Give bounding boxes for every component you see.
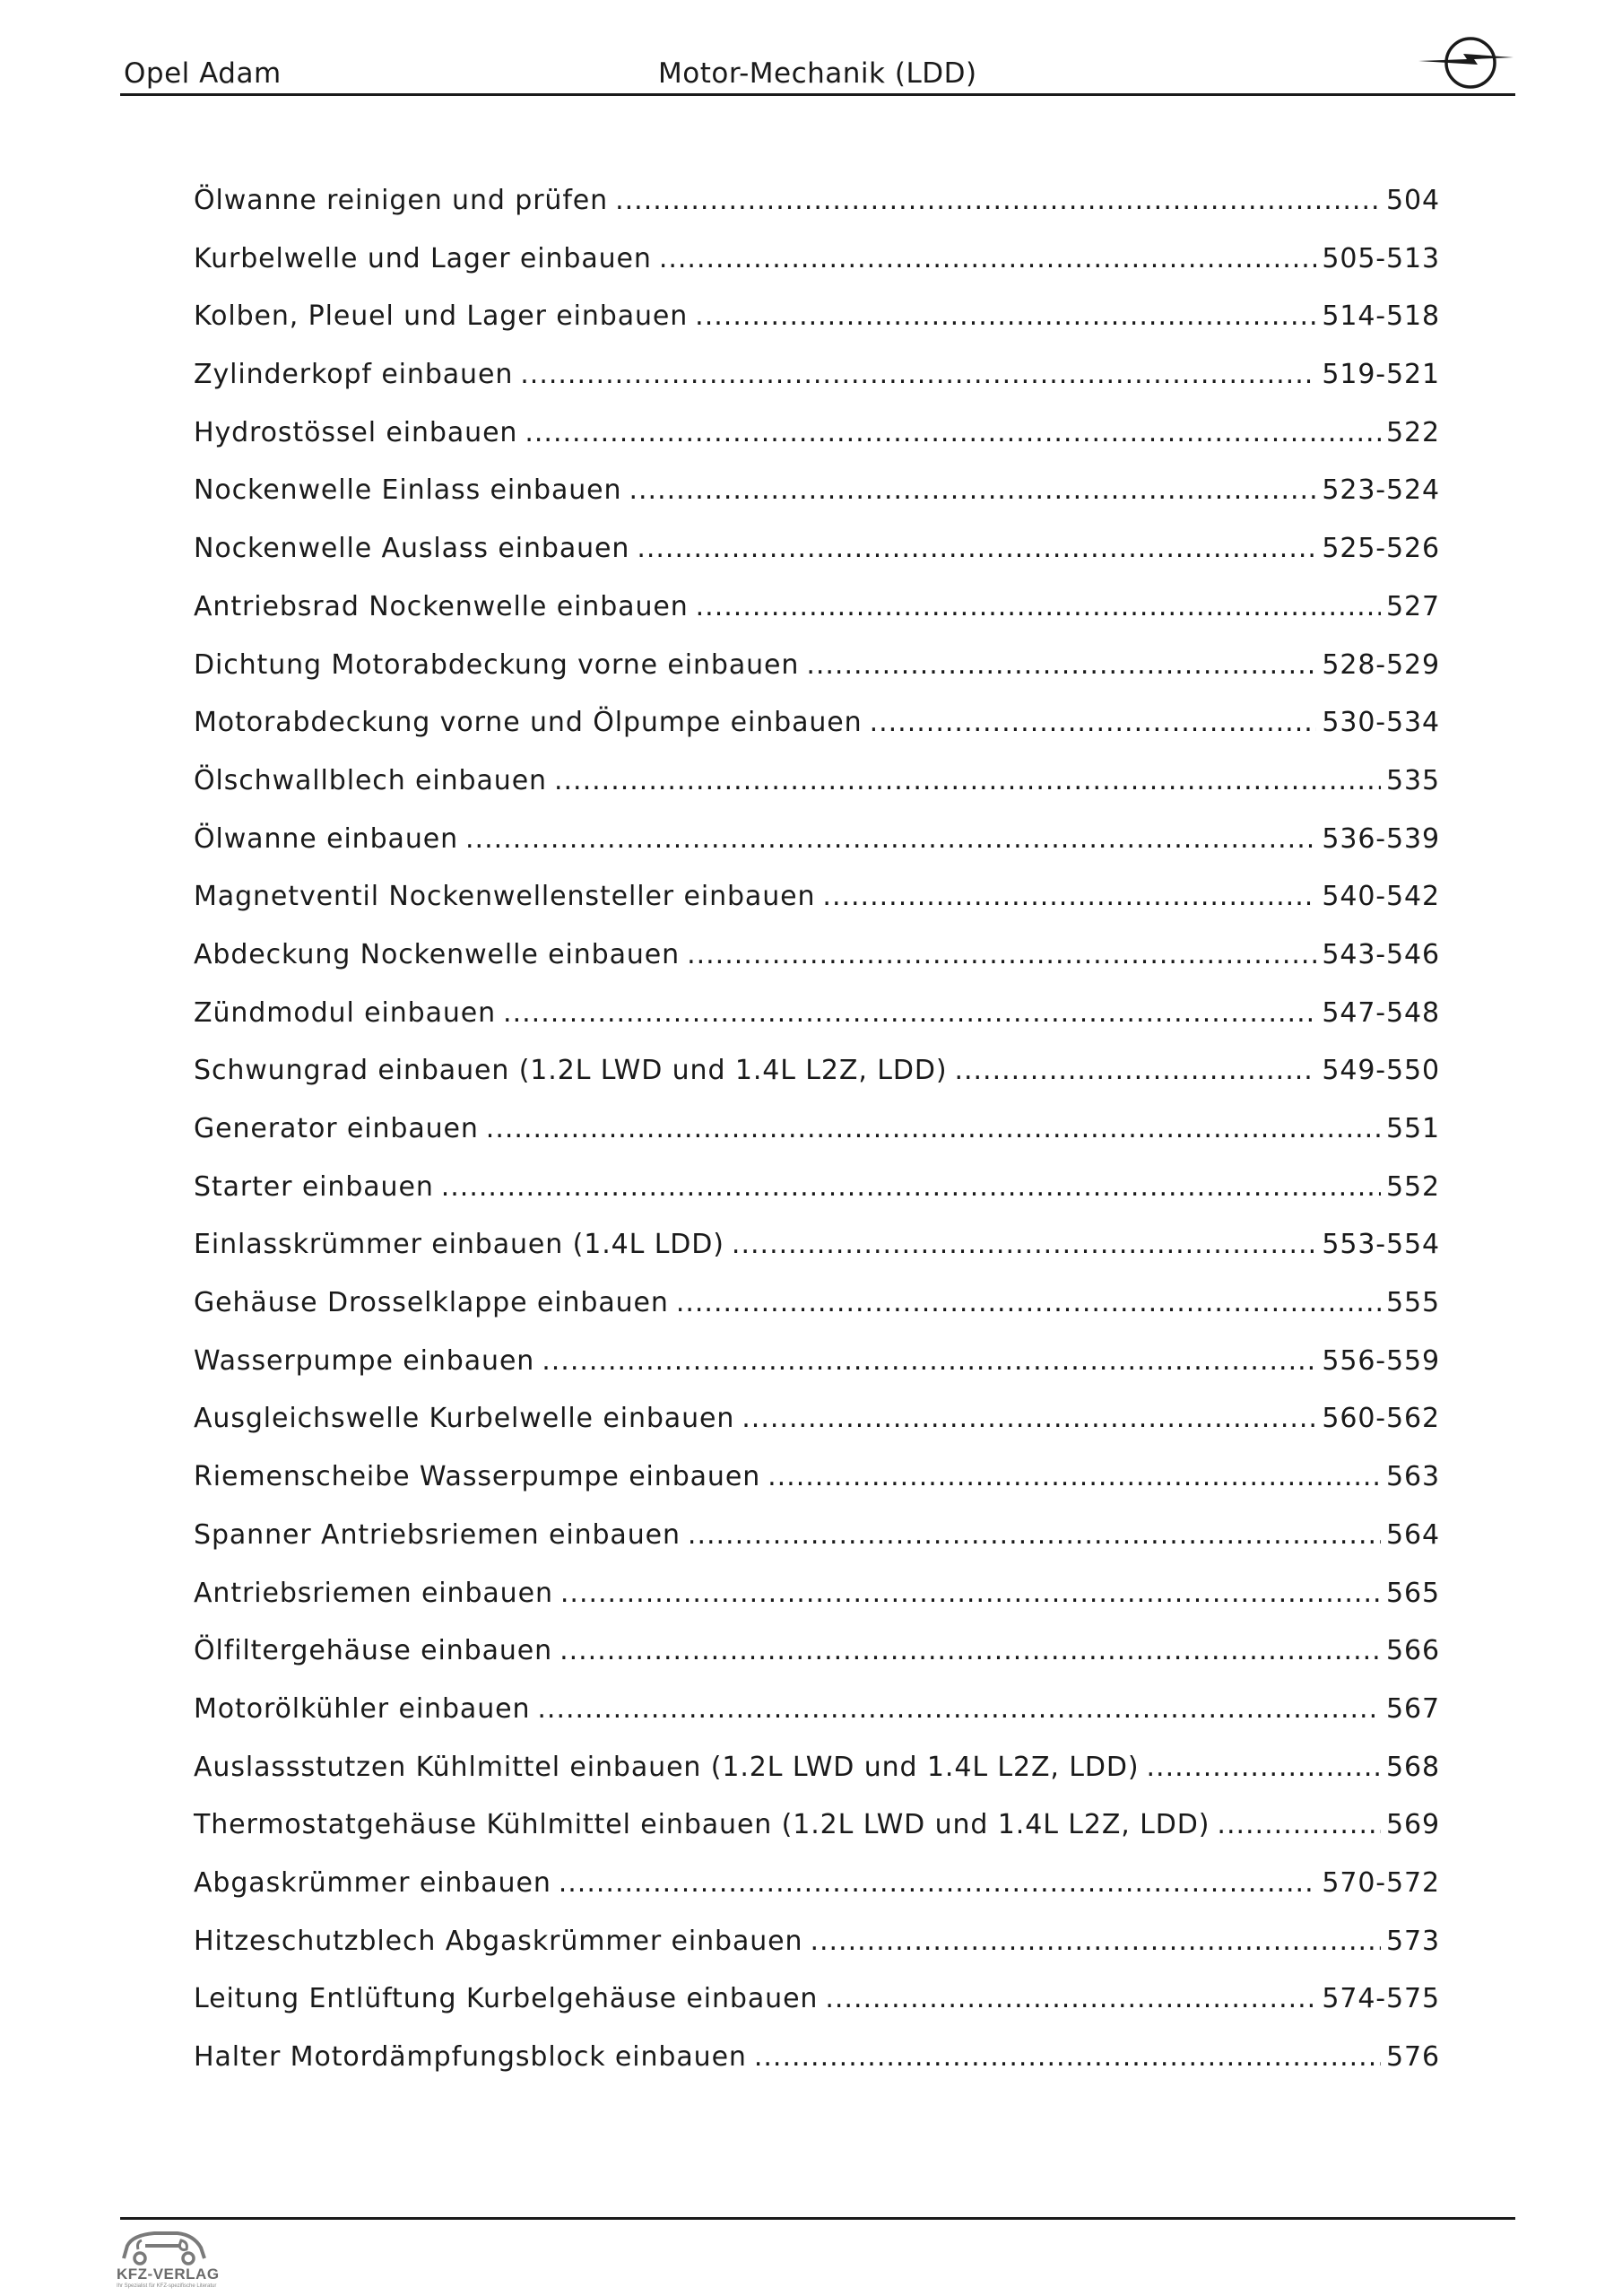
toc-entry-page: 555 xyxy=(1386,1287,1440,1319)
toc-dot-leader xyxy=(825,1983,1316,2014)
toc-entry xyxy=(194,1403,1440,1461)
toc-entry-page: 560-562 xyxy=(1322,1403,1440,1435)
publisher-logo xyxy=(115,2222,231,2294)
toc-dot-leader xyxy=(441,1171,1381,1203)
toc-dot-leader xyxy=(503,997,1316,1029)
toc-dot-leader xyxy=(1217,1809,1381,1840)
header-section-title: Motor-Mechanik (LDD) xyxy=(658,57,977,90)
toc-entry-title: Antriebsriemen einbauen xyxy=(194,1577,553,1609)
toc-entry-title: Wasserpumpe einbauen xyxy=(194,1344,535,1377)
toc-entry xyxy=(194,1287,1440,1345)
toc-entry-title: Hitzeschutzblech Abgaskrümmer einbauen xyxy=(194,1925,803,1957)
toc-entry-page: 530-534 xyxy=(1322,707,1440,739)
toc-dot-leader xyxy=(688,1519,1381,1551)
toc-entry-page: 553-554 xyxy=(1322,1229,1440,1261)
toc-entry xyxy=(194,591,1440,649)
toc-dot-leader xyxy=(806,649,1316,681)
toc-dot-leader xyxy=(525,417,1381,448)
toc-entry-page: 504 xyxy=(1386,185,1440,216)
toc-dot-leader xyxy=(659,243,1317,274)
toc-entry-page: 535 xyxy=(1386,764,1440,796)
toc-entry xyxy=(194,997,1440,1056)
toc-entry-title: Hydrostössel einbauen xyxy=(194,416,518,448)
toc-entry-title: Ausgleichswelle Kurbelwelle einbauen xyxy=(194,1403,735,1435)
toc-entry xyxy=(194,1055,1440,1113)
toc-entry-title: Motorölkühler einbauen xyxy=(194,1692,531,1725)
toc-entry-title: Kolben, Pleuel und Lager einbauen xyxy=(194,300,689,333)
toc-dot-leader xyxy=(732,1229,1316,1260)
toc-entry xyxy=(194,185,1440,243)
table-of-contents xyxy=(194,185,1440,2100)
toc-entry xyxy=(194,2041,1440,2100)
toc-entry xyxy=(194,1171,1440,1230)
toc-entry-title: Abdeckung Nockenwelle einbauen xyxy=(194,938,681,970)
toc-entry-title: Abgaskrümmer einbauen xyxy=(194,1866,551,1899)
toc-dot-leader xyxy=(560,1578,1381,1609)
toc-dot-leader xyxy=(676,1287,1381,1318)
toc-entry xyxy=(194,1983,1440,2041)
toc-dot-leader xyxy=(810,1926,1381,1957)
toc-entry xyxy=(194,765,1440,823)
toc-entry-title: Zündmodul einbauen xyxy=(194,996,497,1029)
toc-entry-page: 522 xyxy=(1386,416,1440,448)
toc-entry-page: 536-539 xyxy=(1322,822,1440,855)
toc-entry-title: Riemenscheibe Wasserpumpe einbauen xyxy=(194,1461,761,1493)
toc-dot-leader xyxy=(822,881,1316,912)
toc-entry-title: Zylinderkopf einbauen xyxy=(194,359,514,391)
toc-entry-title: Leitung Entlüftung Kurbelgehäuse einbauen xyxy=(194,1983,819,2015)
toc-entry-page: 540-542 xyxy=(1322,881,1440,913)
toc-entry-title: Einlasskrümmer einbauen (1.4L LDD) xyxy=(194,1229,724,1261)
toc-entry-title: Generator einbauen xyxy=(194,1113,479,1144)
toc-entry xyxy=(194,1229,1440,1287)
toc-dot-leader xyxy=(870,707,1317,738)
toc-entry-page: 568 xyxy=(1386,1751,1440,1783)
toc-entry xyxy=(194,1519,1440,1578)
toc-entry-title: Schwungrad einbauen (1.2L LWD und 1.4L L2Z, LDD) xyxy=(194,1055,948,1087)
toc-entry xyxy=(194,1926,1440,1984)
toc-entry-title: Gehäuse Drosselklappe einbauen xyxy=(194,1287,669,1319)
toc-dot-leader xyxy=(754,2041,1381,2073)
toc-entry-title: Nockenwelle Einlass einbauen xyxy=(194,474,622,507)
toc-entry-page: 569 xyxy=(1386,1809,1440,1841)
toc-entry xyxy=(194,649,1440,708)
toc-entry xyxy=(194,359,1440,417)
toc-entry-page: 527 xyxy=(1386,590,1440,622)
toc-dot-leader xyxy=(954,1055,1316,1086)
toc-entry-title: Auslassstutzen Kühlmittel einbauen (1.2L LWD und 1.4L L2Z, LDD) xyxy=(194,1751,1140,1783)
toc-entry-page: 556-559 xyxy=(1322,1344,1440,1377)
toc-entry-title: Dichtung Motorabdeckung vorne einbauen xyxy=(194,648,800,681)
toc-dot-leader xyxy=(615,185,1381,216)
header-vehicle-title: Opel Adam xyxy=(124,57,282,90)
toc-dot-leader xyxy=(637,533,1316,564)
toc-entry-title: Antriebsrad Nockenwelle einbauen xyxy=(194,590,689,622)
toc-dot-leader xyxy=(542,1345,1316,1377)
toc-entry xyxy=(194,533,1440,591)
toc-entry-page: 528-529 xyxy=(1322,648,1440,681)
toc-entry-page: 547-548 xyxy=(1322,996,1440,1029)
toc-entry-page: 565 xyxy=(1386,1577,1440,1609)
toc-entry xyxy=(194,1345,1440,1404)
toc-entry-page: 523-524 xyxy=(1322,474,1440,507)
toc-entry-page: 505-513 xyxy=(1322,242,1440,274)
toc-entry-page: 543-546 xyxy=(1322,938,1440,970)
toc-entry-title: Nockenwelle Auslass einbauen xyxy=(194,533,630,565)
toc-entry-page: 519-521 xyxy=(1322,359,1440,391)
toc-dot-leader xyxy=(520,359,1316,390)
toc-entry-page: 552 xyxy=(1386,1170,1440,1203)
toc-entry xyxy=(194,1578,1440,1636)
publisher-name: KFZ-VERLAG xyxy=(117,2266,220,2283)
opel-logo-icon xyxy=(1415,27,1515,93)
toc-entry-page: 567 xyxy=(1386,1692,1440,1725)
toc-dot-leader xyxy=(465,823,1316,855)
toc-entry-title: Thermostatgehäuse Kühlmittel einbauen (1.2L LWD und 1.4L L2Z, LDD) xyxy=(194,1809,1210,1841)
toc-entry-page: 525-526 xyxy=(1322,533,1440,565)
toc-entry xyxy=(194,1867,1440,1926)
toc-entry xyxy=(194,939,1440,997)
toc-dot-leader xyxy=(629,474,1316,506)
toc-dot-leader xyxy=(695,300,1316,332)
toc-entry xyxy=(194,1809,1440,1867)
header-rule xyxy=(120,93,1515,96)
toc-entry-page: 566 xyxy=(1386,1635,1440,1667)
toc-dot-leader xyxy=(768,1461,1381,1492)
toc-entry xyxy=(194,823,1440,882)
toc-entry-page: 564 xyxy=(1386,1518,1440,1551)
footer-rule xyxy=(120,2217,1515,2220)
toc-entry-page: 563 xyxy=(1386,1461,1440,1493)
toc-dot-leader xyxy=(537,1693,1381,1725)
toc-entry-title: Starter einbauen xyxy=(194,1170,434,1203)
toc-dot-leader xyxy=(1147,1752,1382,1783)
toc-entry-page: 570-572 xyxy=(1322,1866,1440,1899)
toc-entry-title: Spanner Antriebsriemen einbauen xyxy=(194,1518,681,1551)
toc-entry xyxy=(194,707,1440,765)
toc-dot-leader xyxy=(559,1635,1381,1666)
toc-entry-title: Motorabdeckung vorne und Ölpumpe einbauen xyxy=(194,707,863,739)
toc-entry-page: 573 xyxy=(1386,1925,1440,1957)
page-header xyxy=(120,54,1515,95)
toc-dot-leader xyxy=(742,1403,1316,1434)
toc-entry-title: Halter Motordämpfungsblock einbauen xyxy=(194,2041,747,2073)
toc-entry xyxy=(194,1461,1440,1519)
toc-entry-page: 574-575 xyxy=(1322,1983,1440,2015)
toc-entry-page: 551 xyxy=(1386,1113,1440,1144)
toc-entry-page: 549-550 xyxy=(1322,1055,1440,1087)
toc-entry xyxy=(194,1693,1440,1752)
toc-dot-leader xyxy=(554,765,1381,796)
publisher-tagline: Ihr Spezialist für KFZ-spezifische Literatur xyxy=(117,2283,217,2289)
toc-entry xyxy=(194,300,1440,359)
toc-entry-title: Ölwanne einbauen xyxy=(194,822,459,855)
toc-dot-leader xyxy=(687,939,1316,970)
toc-dot-leader xyxy=(486,1113,1381,1144)
toc-entry xyxy=(194,417,1440,475)
toc-entry-page: 576 xyxy=(1386,2041,1440,2073)
toc-entry-title: Ölschwallblech einbauen xyxy=(194,764,547,796)
toc-entry xyxy=(194,1113,1440,1171)
toc-entry xyxy=(194,474,1440,533)
toc-entry-title: Ölfiltergehäuse einbauen xyxy=(194,1635,553,1667)
toc-entry xyxy=(194,1752,1440,1810)
car-wrench-logo-icon xyxy=(115,2222,213,2267)
toc-dot-leader xyxy=(696,591,1381,622)
toc-entry xyxy=(194,1635,1440,1693)
toc-entry-title: Magnetventil Nockenwellensteller einbauen xyxy=(194,881,816,913)
toc-entry xyxy=(194,243,1440,301)
toc-entry-title: Kurbelwelle und Lager einbauen xyxy=(194,242,652,274)
toc-entry-page: 514-518 xyxy=(1322,300,1440,333)
toc-dot-leader xyxy=(559,1867,1317,1899)
toc-entry xyxy=(194,881,1440,939)
toc-entry-title: Ölwanne reinigen und prüfen xyxy=(194,185,609,216)
